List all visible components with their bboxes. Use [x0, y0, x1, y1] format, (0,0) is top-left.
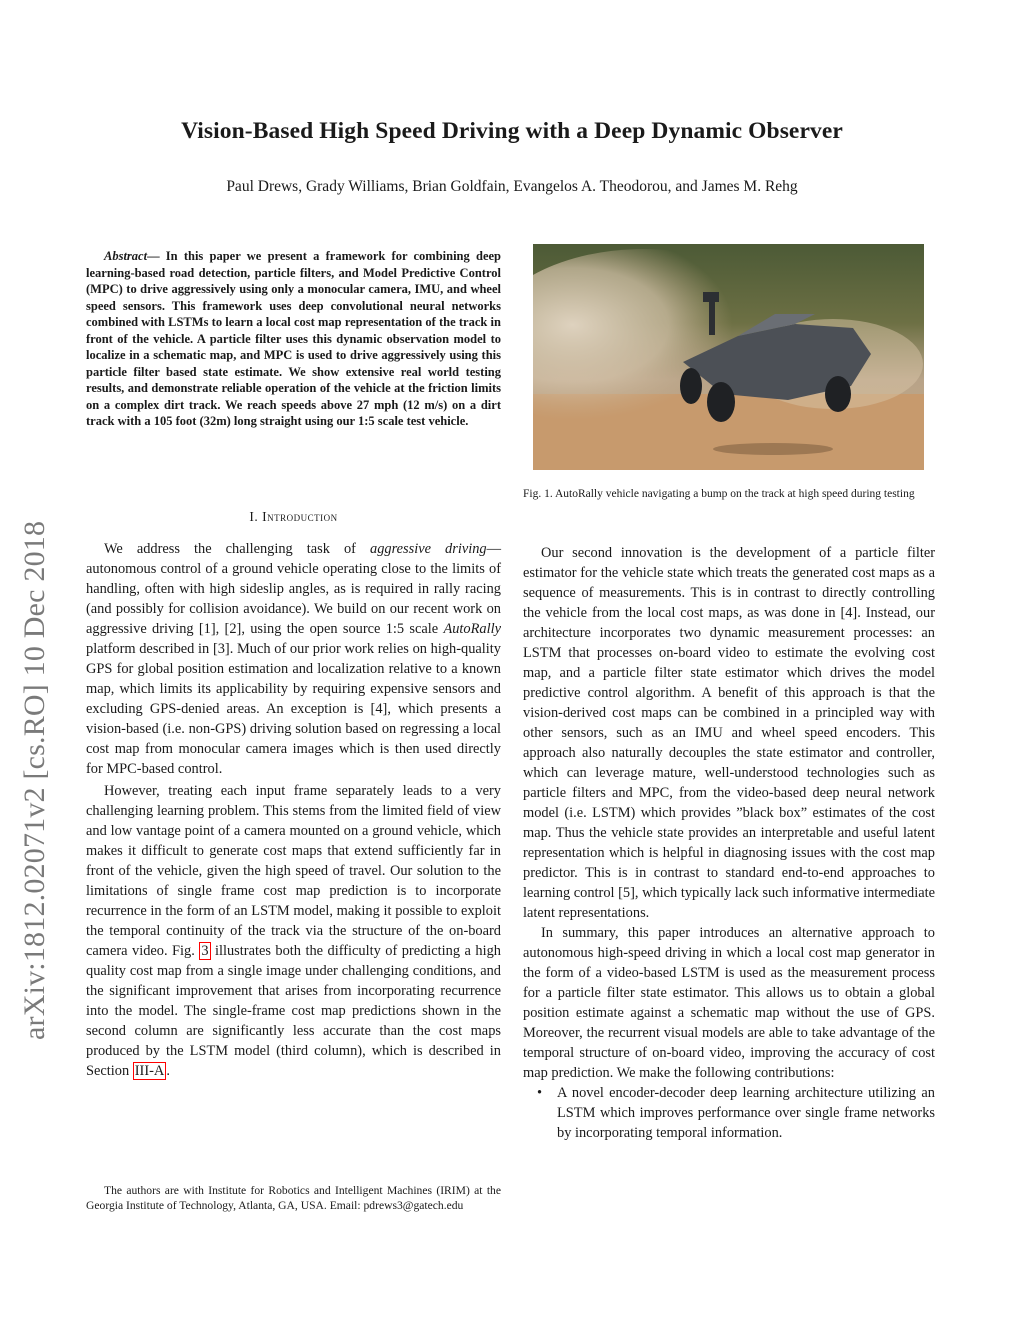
abstract-dash: — [147, 249, 160, 263]
contribution-bullet-1: • A novel encoder-decoder deep learning architecture utilizing an LSTM which improves performance over single frame networks by incorporating temporal information. [537, 1085, 935, 1141]
vehicle-shadow [713, 443, 833, 455]
front-left-wheel [707, 382, 735, 422]
affiliation-footnote: The authors are with Institute for Robotics and Intelligent Machines (IRIM) at the Georgia Institute of Technology, Atlanta, GA, USA. Email: pdrews3@gatech.edu [86, 1184, 501, 1212]
right-paragraph-2: In summary, this paper introduces an alternative approach to autonomous high-speed driving in which a local cost map generator in the form of a video-based LSTM is used as the measurement process for a particle filter state estimator. This allows us to obtain a global position estimate against a schematic map without the use of GPS. Moreover, the recurrent visual models are able to take advantage of the temporal structure of on-board video, improving the accuracy of cost map prediction. We make the following contributions: [523, 925, 935, 1081]
abstract [86, 248, 501, 430]
section-title: Introduction [262, 509, 338, 524]
right-column-body [523, 543, 935, 1143]
camera-mast [709, 299, 715, 335]
rear-left-wheel [680, 368, 702, 404]
author-list: Paul Drews, Grady Williams, Brian Goldfain, Evangelos A. Theodorou, and James M. Rehg [226, 178, 798, 195]
paper-title: Vision-Based High Speed Driving with a Deep Dynamic Observer [181, 118, 843, 144]
emphasis-aggressive-driving: aggressive driving [370, 541, 487, 557]
abstract-label: Abstract [104, 249, 148, 263]
intro-paragraph-1: We address the challenging task of aggressive driving— autonomous control of a ground vehicle operating close to the limits of handling, often with high sideslip angles, as is required in rally racing (and possibly for collision avoidance). We build on our recent work on aggressive driving [1], [2], using the open source 1:5 scale AutoRally platform described in [3]. Much of our prior work relies on high-quality GPS for global position estimation and localization relative to a known map, which limits its applicability by requiring expensive sensors and excluding GPS-denied areas. An exception is [4], which presents a vision-based (i.e. non-GPS) driving solution based on regressing a local cost map from monocular camera images which is then used directly for MPC-based control. [86, 541, 501, 777]
figure-3-link[interactable]: 3 [201, 943, 209, 959]
figure-1-caption: Fig. 1. AutoRally vehicle navigating a bump on the track at high speed during testing [523, 488, 915, 500]
section-heading-introduction [86, 509, 501, 525]
bullet-icon: • [537, 1085, 543, 1101]
camera [703, 292, 719, 302]
section-numeral: I. [249, 509, 263, 524]
front-right-wheel [825, 376, 851, 412]
left-column-body [86, 539, 501, 1081]
arxiv-identifier: arXiv:1812.02071v2 [cs.RO] 10 Dec 2018 [18, 520, 51, 1040]
right-paragraph-1: Our second innovation is the development of a particle filter estimator for the vehicle state which treats the generated cost maps as a sequence of measurements. This is in contrast to directly controlling the vehicle from the local cost maps, as was done in [4]. Instead, our architecture incorporates two dynamic measurement processes: an LSTM that processes on-board video to estimate the evolving cost map, and a particle filter state estimator which drives the model predictive control algorithm. A benefit of this approach is that the vision-derived cost maps can be combined in a principled way with other sensors, such as an IMU and wheel speed encoders. This approach also naturally decouples the state estimator and controller, which can leverage mature, well-understood technologies such as particle filters and MPC, from the video-based deep neural network model (i.e. LSTM) which provides ”black box” estimates of the cost map. Thus the vehicle state provides an interpretable and useful latent representation which is helpful in diagnosing issues with the cost map predictor. This is in contrast to standard end-to-end approaches to learning control [5], which typically lack such informative intermediate latent representations. [523, 545, 935, 921]
abstract-text: In this paper we present a framework for combining deep learning-based road detection, particle filters, and Model Predictive Control (MPC) to drive aggressively using only a monocular camera, IMU, and wheel speed sensors. This framework uses deep convolutional neural networks combined with LSTMs to learn a local cost map representation of the track in front of the vehicle. A particle filter uses this dynamic observation model to localize in a schematic map, and MPC is used to drive aggressively using this particle filter based state estimate. We show extensive real world testing results, and demonstrate reliable operation of the vehicle at the friction limits on a complex dirt track. We reach speeds above 27 mph (12 m/s) on a dirt track with a 105 foot (32m) long straight using our 1:5 scale test vehicle. [86, 249, 501, 428]
section-iii-a-link[interactable]: III-A [134, 1063, 165, 1079]
figure-1-photo [533, 244, 924, 470]
emphasis-autorally: AutoRally [443, 621, 501, 637]
intro-paragraph-2: However, treating each input frame separately leads to a very challenging learning problem. This stems from the limited field of view and low vantage point of a camera mounted on a ground vehicle, which makes it difficult to generate cost maps that extend sufficiently far in front of the vehicle, given the high speed of travel. Our solution to the limitations of single frame cost map prediction is to incorporate recurrence in the form of an LSTM model, making it possible to exploit the temporal continuity of the track via the structure of the on-board camera video. Fig. 3 illustrates both the difficulty of predicting a high quality cost map from a single image under challenging conditions, and the significant improvement that arises from incorporating recurrence into the model. The single-frame cost map predictions shown in the second column are significantly less accurate than the cost maps produced by the LSTM model (third column), which is described in Section III-A . [86, 783, 501, 1079]
